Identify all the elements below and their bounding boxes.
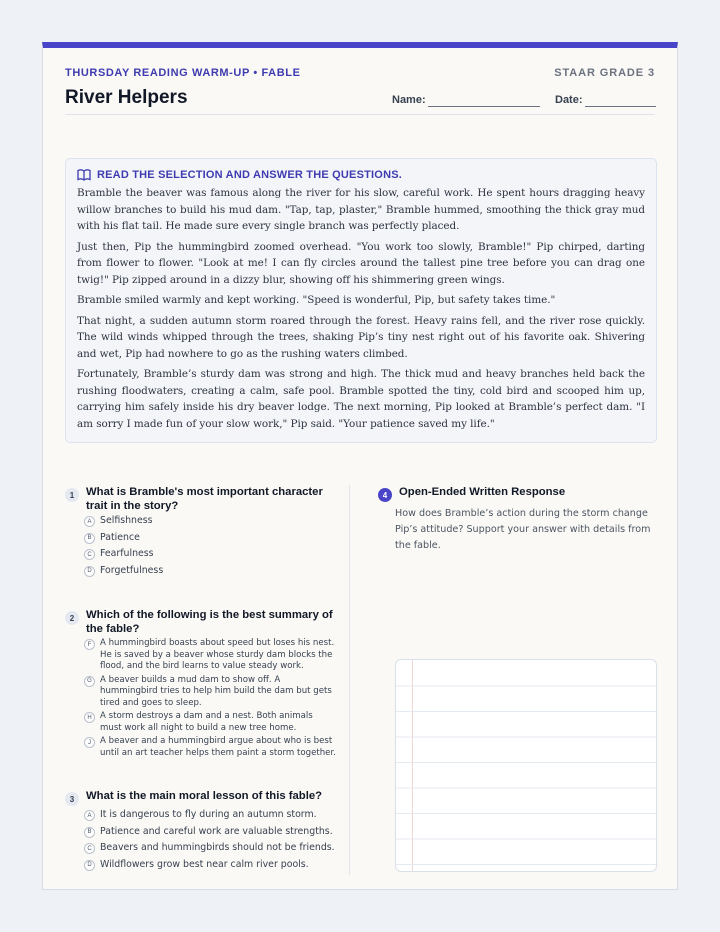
question-number: 4	[378, 488, 392, 502]
answer-option[interactable]	[84, 826, 337, 839]
reading-passage	[65, 158, 657, 443]
option-text: It is dangerous to fly during an autumn storm.	[100, 809, 317, 820]
question-4	[378, 485, 658, 554]
passage-paragraph: Bramble the beaver was famous along the river for his slow, careful work. He spent hours dragging heavy willow branches to build his mud dam. "Tap, tap, plaster," Bramble hummed, smoothing the thick gray mud with his flat tail. He made sure every single branch was perfectly placed.	[77, 187, 645, 232]
answer-bubble[interactable]: B	[84, 827, 95, 838]
passage-heading-text: READ THE SELECTION AND ANSWER THE QUESTIONS.	[97, 169, 402, 181]
answer-option[interactable]	[84, 809, 337, 822]
answer-option[interactable]	[84, 532, 337, 545]
open-response-title: Open-Ended Written Response	[399, 486, 566, 498]
answer-bubble[interactable]: J	[84, 737, 95, 748]
answer-option[interactable]	[84, 711, 337, 734]
passage-paragraph: Bramble smiled warmly and kept working. "Speed is wonderful, Pip, but safety takes time."	[77, 294, 556, 306]
answer-option[interactable]	[84, 859, 337, 872]
answer-bubble[interactable]: C	[84, 843, 95, 854]
passage-paragraph: Fortunately, Bramble’s sturdy dam was strong and high. The thick mud and heavy branches held back the rushing floodwaters, creating a calm, safe pool. Bramble spotted the tiny, cold bird and scooped him up, carrying him safely inside his dry beaver lodge. The next morning, Pip looked at Bramble’s perfect dam. "I am sorry I made fun of your slow work," Pip said. "Your patience saved my life."	[77, 368, 645, 430]
question-text: What is the main moral lesson of this fable?	[86, 790, 323, 802]
passage-paragraph: Just then, Pip the hummingbird zoomed overhead. "You work too slowly, Bramble!" Pip chirped, darting from flower to flower. "Look at me! I can fly circles around the tallest pine tree before you can drag one twig!" Pip zipped around in a dizzy blur, showing off his shimmering green wings.	[77, 240, 645, 286]
option-text: Patience	[100, 531, 140, 543]
worksheet	[42, 42, 678, 890]
answer-options	[84, 638, 337, 759]
answer-option[interactable]	[84, 736, 337, 759]
passage-paragraph: That night, a sudden autumn storm roared through the forest. Heavy rains fell, and the river rose quickly. The wild winds whipped through the trees, shaking Pip’s tiny nest right out of his favorite oak. Shivering and wet, Pip had nowhere to go as the rushing waters climbed.	[77, 314, 645, 360]
written-response-box[interactable]	[395, 659, 657, 872]
answer-option[interactable]	[84, 515, 337, 528]
option-text: A beaver and a hummingbird argue about who is best until an art teacher helps them paint a storm together.	[100, 736, 336, 758]
option-text: Patience and careful work are valuable strengths.	[100, 825, 333, 837]
question-number: 3	[65, 792, 79, 806]
answer-bubble[interactable]: H	[84, 712, 95, 723]
worksheet-kicker: THURSDAY READING WARM-UP • FABLE	[65, 67, 301, 79]
question-text: Which of the following is the best summary of the fable?	[86, 609, 333, 635]
question-text: What is Bramble's most important character trait in the story?	[86, 486, 323, 512]
open-response-prompt: How does Bramble’s action during the storm change Pip’s attitude? Support your answer with details from the fable.	[395, 508, 651, 551]
answer-bubble[interactable]: D	[84, 566, 95, 577]
option-text: Beavers and hummingbirds should not be friends.	[100, 842, 335, 853]
answer-bubble[interactable]: C	[84, 549, 95, 560]
question-2	[65, 608, 337, 761]
question-number: 2	[65, 611, 79, 625]
answer-bubble[interactable]: D	[84, 860, 95, 871]
option-text: Selfishness	[100, 515, 153, 526]
answer-bubble[interactable]: A	[84, 810, 95, 821]
answer-options	[84, 515, 337, 577]
option-text: Forgetfulness	[100, 564, 164, 576]
option-text: A hummingbird boasts about speed but loses his nest. He is saved by a beaver whose sturdy dam blocks the flood, and the bird learns to value steady work.	[100, 638, 335, 671]
answer-option[interactable]	[84, 638, 337, 673]
question-number: 1	[65, 488, 79, 502]
name-label: Name:	[392, 94, 426, 106]
date-label: Date:	[555, 94, 583, 106]
answer-bubble[interactable]: F	[84, 639, 95, 650]
answer-options	[84, 809, 337, 871]
option-text: A beaver builds a mud dam to show off. A hummingbird tries to help him build the dam but gets tired and goes to sleep.	[100, 674, 332, 708]
header-divider	[65, 114, 655, 115]
name-field[interactable]	[428, 106, 540, 107]
answer-bubble[interactable]: G	[84, 676, 95, 687]
answer-bubble[interactable]: B	[84, 533, 95, 544]
answer-option[interactable]	[84, 565, 337, 578]
passage-heading	[77, 169, 645, 181]
question-3	[65, 789, 337, 875]
book-icon	[77, 169, 91, 181]
option-text: Wildflowers grow best near calm river pools.	[100, 858, 309, 870]
worksheet-title: River Helpers	[65, 87, 188, 108]
answer-option[interactable]	[84, 548, 337, 561]
option-text: A storm destroys a dam and a nest. Both animals must work all night to build a new tree home.	[100, 711, 313, 733]
answer-bubble[interactable]: A	[84, 516, 95, 527]
answer-option[interactable]	[84, 675, 337, 710]
column-divider	[349, 485, 350, 875]
grade-label: STAAR GRADE 3	[554, 67, 655, 79]
question-1	[65, 485, 337, 581]
option-text: Fearfulness	[100, 548, 154, 559]
answer-option[interactable]	[84, 842, 337, 855]
date-field[interactable]	[585, 106, 656, 107]
margin-line	[412, 660, 413, 871]
